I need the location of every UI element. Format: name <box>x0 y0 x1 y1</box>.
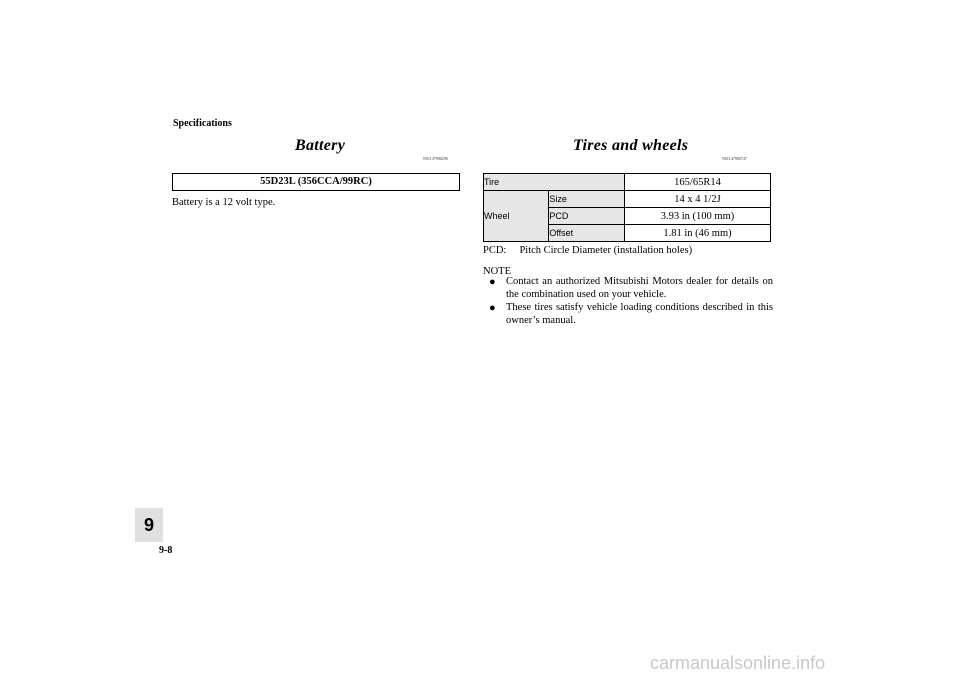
note-list <box>489 276 773 328</box>
table-row <box>484 174 771 191</box>
size-label-cell: Size <box>549 191 625 208</box>
list-item <box>489 302 773 327</box>
note-text: Contact an authorized Mitsubishi Motors dealer for details on the combination used on your vehicle. <box>506 276 773 300</box>
offset-label-cell: Offset <box>549 225 625 242</box>
list-item <box>489 276 773 301</box>
pcd-value-cell: 3.93 in (100 mm) <box>625 208 771 225</box>
note-heading: NOTE <box>483 266 511 277</box>
size-value-cell: 14 x 4 1/2J <box>625 191 771 208</box>
note-text: These tires satisfy vehicle loading conditions described in this owner’s manual. <box>506 302 773 326</box>
battery-description: Battery is a 12 volt type. <box>172 197 276 208</box>
wheel-label-cell: Wheel <box>484 191 549 242</box>
tire-label-cell: Tire <box>484 174 625 191</box>
tire-value-cell: 165/65R14 <box>625 174 771 191</box>
section-header: Specifications <box>173 118 232 129</box>
watermark: carmanualsonline.info <box>650 653 826 673</box>
pcd-label-cell: PCD <box>549 208 625 225</box>
chapter-tab: 9 <box>135 508 163 542</box>
table-row <box>484 191 771 208</box>
bullet-icon: ● <box>489 302 496 314</box>
tires-code: N01147900747 <box>722 156 747 161</box>
pcd-definition: PCD: Pitch Circle Diameter (installation holes) <box>483 245 693 256</box>
page-number: 9-8 <box>159 545 173 556</box>
offset-value-cell: 1.81 in (46 mm) <box>625 225 771 242</box>
bullet-icon: ● <box>489 276 496 288</box>
tires-wheels-table <box>483 173 771 242</box>
tires-title: Tires and wheels <box>573 137 689 154</box>
battery-title: Battery <box>295 137 346 154</box>
battery-code: N01147900296 <box>423 156 448 161</box>
battery-spec-box: 55D23L (356CCA/99RC) <box>172 173 460 191</box>
